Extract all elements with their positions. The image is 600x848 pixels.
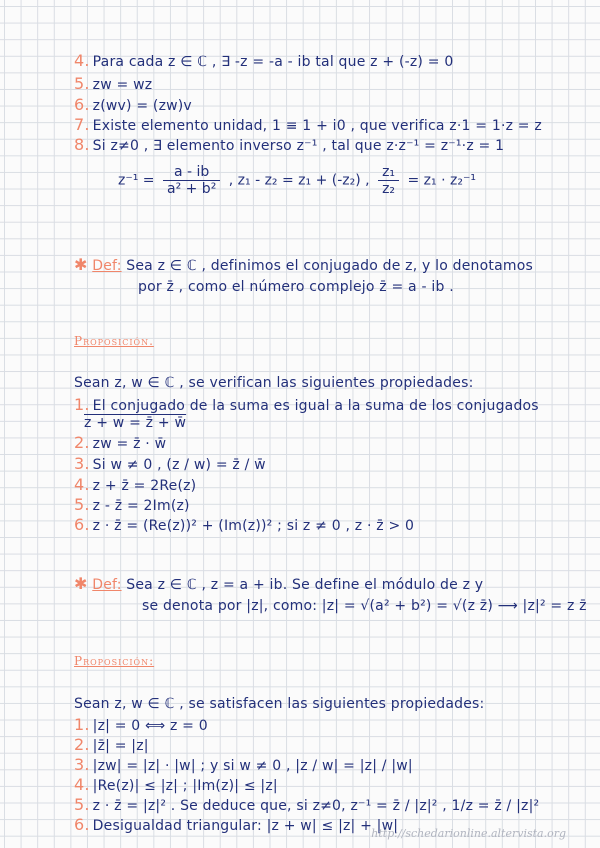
item-number: 6. [74, 515, 90, 534]
item-text: zw = z̄ · w̄ [92, 436, 167, 452]
list-item [74, 434, 166, 453]
item-text: Para cada z ∈ ℂ , ∃ -z = -a - ib tal que z + (-z) = 0 [92, 54, 454, 70]
section-heading: Proposición. [74, 334, 154, 348]
quotient-rhs: = z₁ · z₂⁻¹ [407, 172, 476, 189]
item-text: z · z̄ = |z|² . Se deduce que, si z≠0, z⁻¹ = z̄ / |z|² , 1/z = z̄ / |z|² [92, 798, 540, 814]
section-intro: Sean z, w ∈ ℂ , se satisfacen las siguientes propiedades: [74, 696, 485, 712]
list-item [74, 455, 266, 474]
item-text: Si z≠0 , ∃ elemento inverso z⁻¹ , tal que z·z⁻¹ = z⁻¹·z = 1 [92, 138, 505, 154]
definition-conjugate [74, 256, 533, 275]
list-item [74, 75, 152, 94]
definition-line: por z̄ , como el número complejo z̄ = a - ib . [138, 279, 454, 295]
item-number: 4. [74, 775, 90, 794]
item-number: 4. [74, 51, 90, 70]
item-text: z + z̄ = 2Re(z) [92, 478, 197, 494]
item-number: 6. [74, 815, 90, 834]
item-text: |z| = 0 ⟺ z = 0 [92, 718, 208, 734]
item-text: |Re(z)| ≤ |z| ; |Im(z)| ≤ |z| [92, 778, 278, 794]
item-text: Existe elemento unidad, 1 ≡ 1 + i0 , que verifica z·1 = 1·z = z [92, 118, 542, 134]
item-text: Desigualdad triangular: |z + w| ≤ |z| + |w| [92, 818, 399, 834]
item-number: 5. [74, 495, 90, 514]
list-item [74, 496, 190, 515]
item-text: z(wv) = (zw)v [92, 98, 192, 114]
inverse-fraction [163, 164, 220, 197]
item-number: 1. [74, 395, 90, 414]
watermark: http://schedarionline.altervista.org [371, 827, 566, 840]
list-item [74, 396, 539, 415]
list-item [74, 116, 542, 135]
definition-text: Sea z ∈ ℂ , z = a + ib. Se define el módulo de z y [126, 577, 484, 593]
inverse-formula [118, 164, 476, 197]
list-item [74, 476, 196, 495]
item-number: 3. [74, 755, 90, 774]
item-text: |zw| = |z| · |w| ; y si w ≠ 0 , |z / w| = |z| / |w| [92, 758, 413, 774]
item-text: |z̄| = |z| [92, 738, 149, 754]
item-number: 4. [74, 475, 90, 494]
item-number: 7. [74, 115, 90, 134]
list-item [74, 816, 398, 835]
definition-text: Sea z ∈ ℂ , definimos el conjugado de z, y lo denotamos [126, 258, 533, 274]
section-heading: Proposición: [74, 654, 155, 668]
item-number: 2. [74, 433, 90, 452]
quotient-numerator: z₁ [378, 164, 399, 181]
item-number: 6. [74, 95, 90, 114]
definition-tag: Def: [92, 258, 122, 274]
item-text: Si w ≠ 0 , (z / w) = z̄ / w̄ [92, 457, 266, 473]
fraction-numerator: a - ib [163, 164, 220, 181]
item-text: z · z̄ = (Re(z))² + (Im(z))² ; si z ≠ 0 , z · z̄ > 0 [92, 518, 415, 534]
item-number: 5. [74, 795, 90, 814]
list-item [74, 96, 192, 115]
list-item [74, 516, 414, 535]
inverse-lhs: z⁻¹ = [118, 172, 155, 189]
list-item [74, 756, 413, 775]
asterisk-icon: ✱ [74, 574, 88, 593]
quotient-denominator: z₂ [382, 181, 396, 197]
list-item [74, 136, 504, 155]
list-item [74, 736, 149, 755]
item-number: 8. [74, 135, 90, 154]
item-number: 3. [74, 454, 90, 473]
difference-formula: , z₁ - z₂ = z₁ + (-z₂) , [228, 172, 370, 189]
definition-modulus [74, 575, 483, 594]
item-text: El conjugado de la suma es igual a la suma de los conjugados [92, 398, 539, 414]
item-number: 5. [74, 74, 90, 93]
asterisk-icon: ✱ [74, 255, 88, 274]
list-item [74, 52, 453, 71]
definition-tag: Def: [92, 577, 122, 593]
quotient-fraction [378, 164, 399, 197]
list-item [74, 796, 539, 815]
item-text: zw = wz [92, 77, 153, 93]
list-item [74, 716, 208, 735]
item-number: 2. [74, 735, 90, 754]
definition-line: se denota por |z|, como: |z| = √(a² + b²) = √(z z̄) ⟶ |z|² = z z̄ [142, 598, 587, 614]
list-item [74, 776, 278, 795]
list-item [84, 414, 186, 432]
item-text: z - z̄ = 2Im(z) [92, 498, 190, 514]
item-number: 1. [74, 715, 90, 734]
section-intro: Sean z, w ∈ ℂ , se verifican las siguientes propiedades: [74, 375, 474, 391]
item-text: z + w = z̄ + w̄ [84, 415, 187, 431]
fraction-denominator: a² + b² [166, 181, 217, 197]
